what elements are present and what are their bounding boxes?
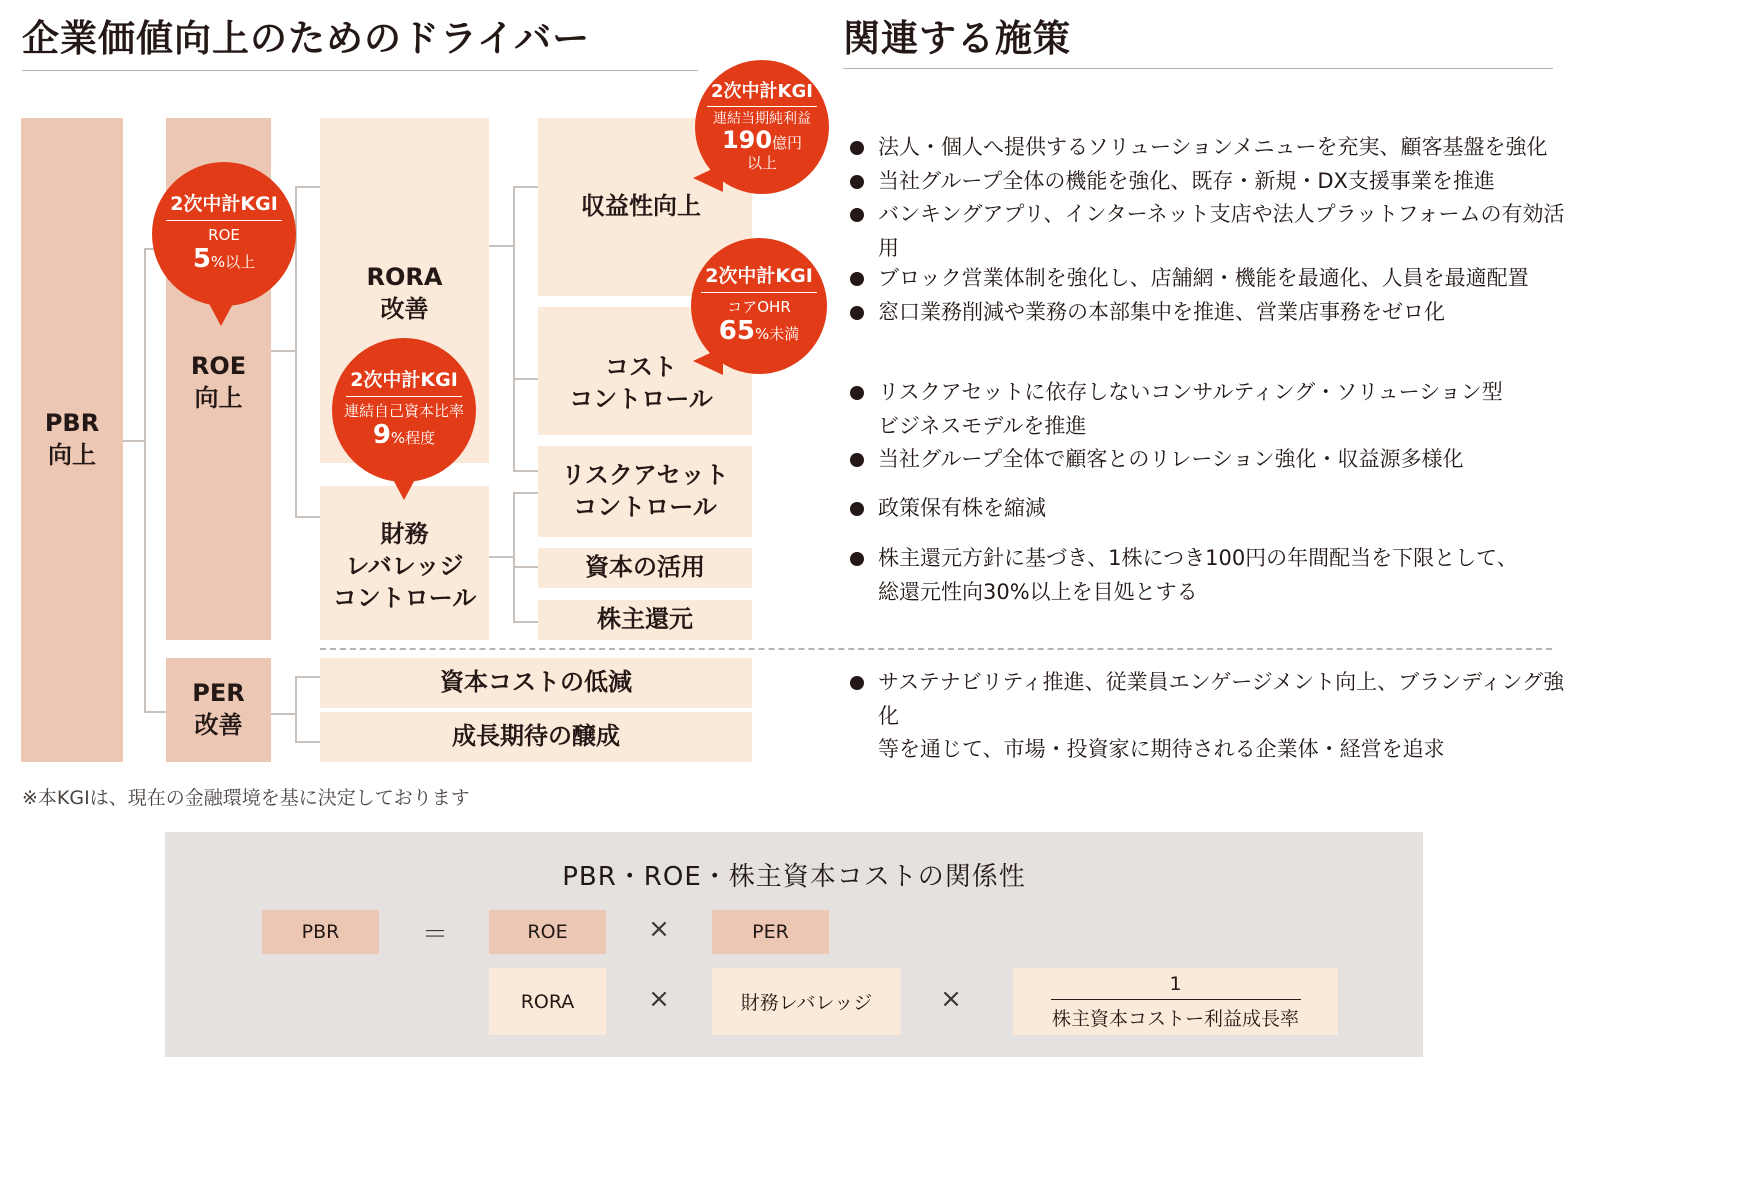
formula-pbr: PBR xyxy=(262,910,379,954)
pbr-box: PBR 向上 xyxy=(21,118,123,762)
bullet-icon xyxy=(850,306,864,320)
kgi-equity-value: 9 xyxy=(372,419,391,450)
formula-fraction xyxy=(1013,968,1338,1035)
roe-box: ROE 向上 xyxy=(166,118,271,640)
bullet-icon xyxy=(850,141,864,155)
section-divider xyxy=(320,648,1552,650)
capital-use-box: 資本の活用 xyxy=(538,548,752,588)
formula-rora: RORA xyxy=(489,968,606,1035)
drivers-heading: 企業価値向上のためのドライバー xyxy=(22,17,591,60)
times-sign: × xyxy=(940,984,962,1014)
kgi-profit-title: 2次中計KGI xyxy=(707,82,817,108)
measures-group-profit xyxy=(846,131,1566,265)
kgi-ohr-value: 65 xyxy=(718,315,755,346)
list-item: 政策保有株を縮減 xyxy=(846,492,1566,526)
measures-group-risk-asset xyxy=(846,376,1566,477)
list-item: 当社グループ全体の機能を強化、既存・新規・DX支援事業を推進 xyxy=(846,165,1566,199)
kgi-roe-value: 5 xyxy=(192,243,211,274)
measures-group-return xyxy=(846,542,1566,609)
shareholder-return-box: 株主還元 xyxy=(538,600,752,640)
formula-roe: ROE xyxy=(489,910,606,954)
bullet-icon xyxy=(850,175,864,189)
kgi-ohr-title: 2次中計KGI xyxy=(701,266,817,294)
kgi-profit-unit2: 以上 xyxy=(746,154,777,173)
kgi-equity-unit: %程度 xyxy=(390,428,436,447)
bullet-icon xyxy=(850,676,864,690)
growth-expectation-box: 成長期待の醸成 xyxy=(320,712,752,762)
kgi-ohr-caption: コアOHR xyxy=(727,298,791,317)
list-item: 法人・個人へ提供するソリューションメニューを充実、顧客基盤を強化 xyxy=(846,131,1566,165)
kgi-note: ※本KGIは、現在の金融環境を基に決定しております xyxy=(22,787,470,809)
cost-control-box: コスト コントロール xyxy=(538,307,752,435)
formula-leverage: 財務レバレッジ xyxy=(712,968,901,1035)
formula-title: PBR・ROE・株主資本コストの関係性 xyxy=(562,862,1026,892)
kgi-profit-caption: 連結当期純利益 xyxy=(713,111,811,128)
list-item: 窓口業務削減や業務の本部集中を推進、営業店事務をゼロ化 xyxy=(846,296,1566,330)
list-item: ブロック営業体制を強化し、店舗網・機能を最適化、人員を最適配置 xyxy=(846,262,1566,296)
times-sign: × xyxy=(648,984,670,1014)
kgi-roe-unit: %以上 xyxy=(210,252,256,271)
list-item: 当社グループ全体で顧客とのリレーション強化・収益源多様化 xyxy=(846,443,1566,477)
drivers-heading-rule xyxy=(22,70,698,71)
kgi-profit-value: 190 xyxy=(721,126,773,155)
measures-group-per xyxy=(846,666,1566,767)
list-item: 株主還元方針に基づき、1株につき100円の年間配当を下限として、 総還元性向30%以上を目処とする xyxy=(846,542,1566,609)
measures-group-capital-use xyxy=(846,492,1566,526)
kgi-roe-bubble xyxy=(152,162,296,306)
fraction-bar xyxy=(1051,999,1301,1000)
list-item: サステナビリティ推進、従業員エンゲージメント向上、ブランディング強化 等を通じて、市場・投資家に期待される企業体・経営を追求 xyxy=(846,666,1566,767)
bullet-icon xyxy=(850,552,864,566)
risk-asset-box: リスクアセット コントロール xyxy=(538,446,752,537)
measures-group-cost xyxy=(846,262,1566,329)
kgi-roe-title: 2次中計KGI xyxy=(166,194,282,222)
kgi-roe-caption: ROE xyxy=(208,226,240,245)
measures-heading-rule xyxy=(843,68,1553,69)
kgi-equity-caption: 連結自己資本比率 xyxy=(343,402,464,421)
equals-sign: ＝ xyxy=(421,920,448,950)
kgi-equity-bubble xyxy=(332,338,476,482)
formula-per: PER xyxy=(712,910,829,954)
list-item: バンキングアプリ、インターネット支店や法人プラットフォームの有効活用 xyxy=(846,198,1566,265)
kgi-ohr-bubble xyxy=(691,238,827,374)
per-box: PER 改善 xyxy=(166,658,271,762)
rora-box: RORA 改善 xyxy=(320,118,489,463)
capital-cost-box: 資本コストの低減 xyxy=(320,658,752,708)
times-sign: × xyxy=(648,914,670,944)
leverage-box: 財務 レバレッジ コントロール xyxy=(320,486,489,640)
measures-heading: 関連する施策 xyxy=(843,17,1071,60)
kgi-profit-bubble xyxy=(695,60,829,194)
bullet-icon xyxy=(850,272,864,286)
kgi-equity-title: 2次中計KGI xyxy=(346,370,462,398)
profitability-box: 収益性向上 xyxy=(538,118,752,296)
kgi-ohr-unit: %未満 xyxy=(754,324,800,343)
bullet-icon xyxy=(850,453,864,467)
bullet-icon xyxy=(850,502,864,516)
fraction-denominator: 株主資本コストー利益成長率 xyxy=(1051,1007,1299,1030)
formula-panel xyxy=(165,832,1423,1057)
bullet-icon xyxy=(850,208,864,222)
bullet-icon xyxy=(850,386,864,400)
fraction-numerator: 1 xyxy=(1169,972,1182,995)
kgi-profit-unit: 億円 xyxy=(772,134,803,153)
list-item: リスクアセットに依存しないコンサルティング・ソリューション型 ビジネスモデルを推進 xyxy=(846,376,1566,443)
